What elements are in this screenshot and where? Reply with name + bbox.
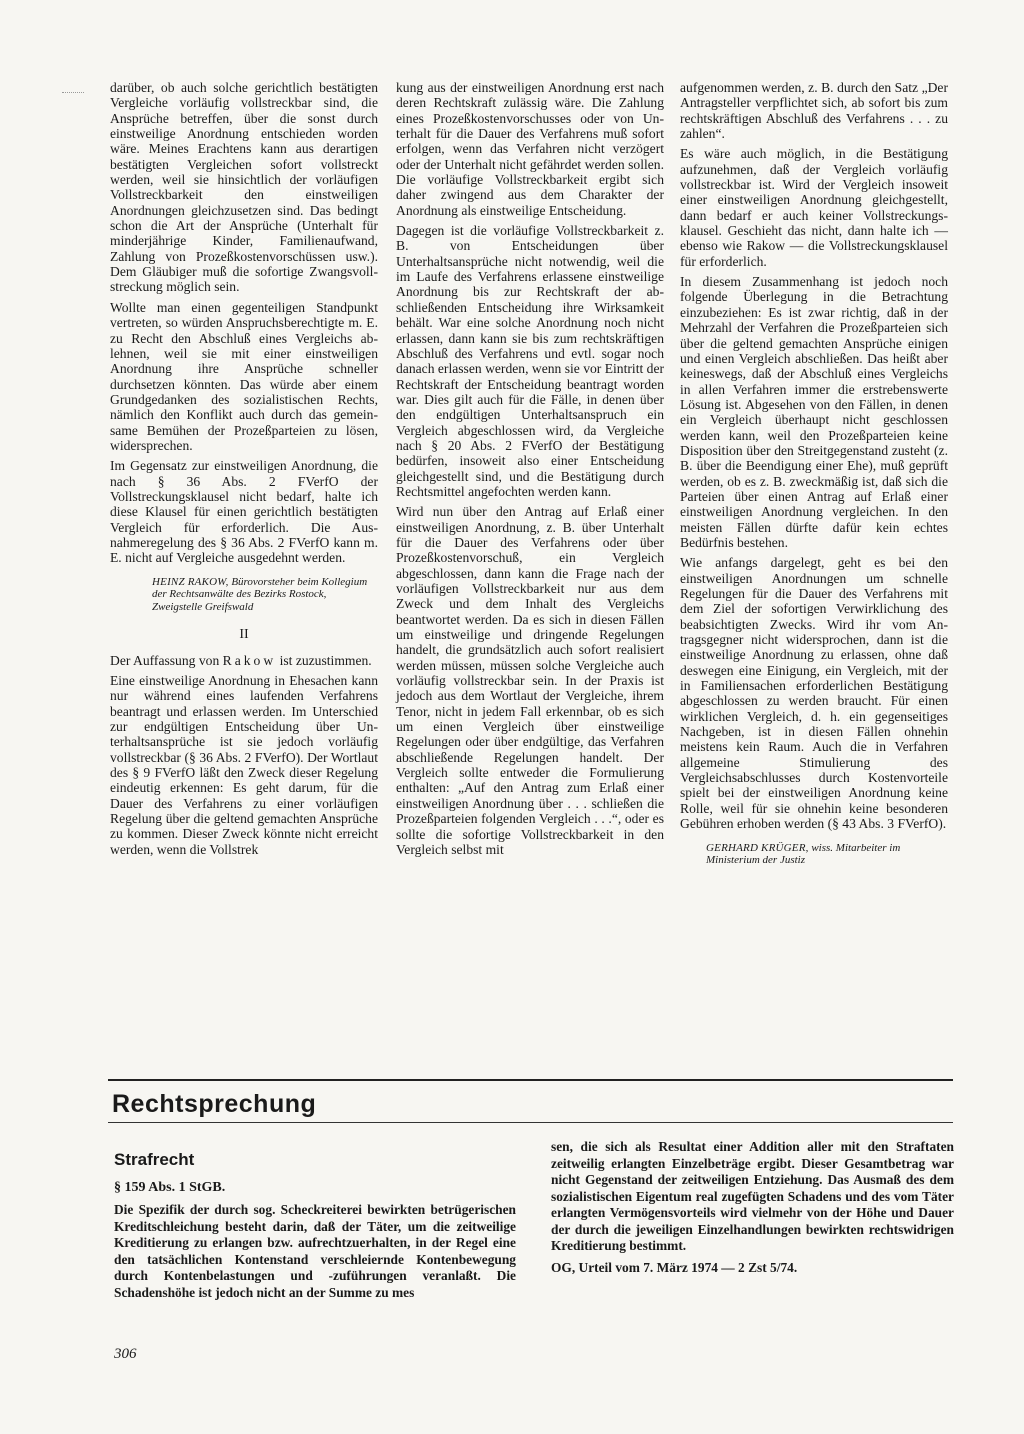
law-reference: § 159 Abs. 1 StGB. (114, 1180, 226, 1195)
court-citation: OG, Urteil vom 7. März 1974 — 2 Zst 5/74. (551, 1259, 798, 1275)
author-affiliation: wiss. Mitarbeiter im Ministerium der Justiz (706, 841, 901, 866)
headnote-text: Die Spezifik der durch sog. Scheckreiterei bewirkten betrügerischen Kreditschleichung besteht darin, daß der Täter, um die zeitweilige Kreditierung zu erlangen bzw. aufrechtzuerhalten, in der Regel eine den tatsächlichen Kontenstand verschleiernde Kontenbewegung durch Kontenbelastungen und -zuführungen veranlaßt. Die Schadenshöhe ist jedoch nicht an der Summe zu mes (114, 1202, 516, 1300)
paragraph (110, 653, 378, 668)
paragraph: Dagegen ist die vorläufige Vollstreckbarkeit z. B. von Entscheidungen über Unterhaltsansprüche nicht notwendig, weil die im Laufe des Verfahrens erlassene einstweilige Anordnung bis zur Rechtskraft der abschließenden Entscheidung ihre Wirksamkeit behält. War eine solche Anordnung noch nicht erlassen, dann kann sie bis zum rechtskräftigen Abschluß des Verfahrens und evtl. sogar noch danach erlassen werden, wenn sie vor Eintritt der Rechtskraft der Entscheidung beantragt worden war. Dies gilt auch für die Fälle, in denen über den endgültigen Unterhaltsanspruch ein Vergleich abgeschlossen wird, da Vergleiche nach § 20 Abs. 2 FVerfO der Bestätigung bedürfen, insoweit also einer Entscheidung gleichgestellt sind, und die Bestätigung durch Rechtsmittel angefochten werden kann. (396, 223, 664, 499)
author-byline-krueger (706, 842, 948, 867)
author-name: GERHARD KRÜGER, (706, 841, 809, 854)
headnote-column-1 (114, 1202, 516, 1306)
text-span: Der Auffassung von (110, 652, 220, 668)
column-1 (110, 80, 378, 862)
author-affiliation: Bürovorsteher beim Kollegium der Rechtsanwälte des Bezirks Rostock, Zweigstelle Greifswald (152, 575, 368, 613)
paragraph: kung aus der einstweiligen Anordnung erst nach deren Rechtskraft zulässig wäre. Die Zahlung eines Prozeßkostenvorschusses oder von Unterhalt für die Dauer des Verfahrens muß sofort erfolgen, wenn das Verfahren nicht verzögert oder der Unterhalt nicht gefährdet werden sollen. Die vorläufige Vollstreckbarkeit ergibt sich daher zwingend aus dem Charakter der Anordnung als einstweilige Entscheidung. (396, 80, 664, 218)
paragraph: In diesem Zusammenhang ist jedoch noch folgende Überlegung in die Betrachtung einzubeziehen: Es ist zwar richtig, daß in der Mehrzahl der Verfahren die Prozeßparteien sich über die geltend gemachten Ansprüche einigen und einen Vergleich abschließen. Das heißt aber keineswegs, daß der Abschluß eines Vergleichs in allen Verfahren immer die erstrebenswerte Lösung ist. Abgesehen von den Fällen, in denen ein Vergleich überhaupt nicht geschlossen werden kann, weil den Prozeßparteien keine Disposition über den Streitgegenstand zusteht (z. B. über die Beendigung einer Ehe), muß geprüft werden, ob es z. B. zweckmäßig ist, daß sich die Parteien über einen Antrag auf Erlaß einer einstweiligen Anordnung vergleichen. In den meisten Fällen dürfte dafür kein echtes Bedürfnis bestehen. (680, 274, 948, 550)
paragraph: Wie anfangs dargelegt, geht es bei den einstweiligen Anordnungen um schnelle Regelungen für die Dauer des Verfahrens mit dem Ziel der sofortigen Verwirklichung des beabsichtigten Zwecks. Wird ihr vom Antragsgegner nicht widersprochen, dann ist die einstweilige Anordnung zu erlassen, ohne daß deswegen eine Einigung, ein Vergleich, mit der in Familiensachen erforderlichen Bestätigung abgeschlossen zu werden braucht. Für einen wirklichen Vergleich, d. h. ein gegenseitiges Nachgeben, ist in diesen Fällen ohnehin meistens kein Raum. Auch die in Verfahren allgemeine Stimulierung des Vergleichsabschlusses durch Kostenvorteile spielt bei der einstweiligen Anordnung keine Rolle, weil für sie ohnehin keine besonderen Gebühren erhoben werden (§ 43 Abs. 3 FVerfO). (680, 555, 948, 832)
section-number: II (239, 627, 249, 643)
paragraph: Wird nun über den Antrag auf Erlaß einer einstweiligen Anordnung, z. B. über Unterhalt für die Dauer des Verfahrens oder über Prozeßkostenvorschuß, ein Vergleich abgeschlossen, dann kann die Frage nach der vorläufigen Vollstreckbarkeit nur aus dem Zweck und dem Inhalt des Vergleichs beantwortet werden. Da es sich in diesen Fällen um einstweilige und dringende Regelungen handelt, die grundsätzlich auch sofort realisiert werden müssen, müssen solche Vergleiche auch vorläufig vollstreckbar sein. In der Praxis ist jedoch aus dem Wortlaut der Vergleiche, ihrem Tenor, nicht in jedem Fall erkennbar, ob es sich um einen Vergleich über einstweilige Regelungen oder über endgültige, das Verfahren abschließende Regelungen handelt. Der Vergleich sollte entweder die Formulierung enthalten: „Auf den Antrag zum Erlaß einer einstweiligen Anordnung über . . . schließen die Prozeßparteien folgenden Vergleich . . .“, oder es sollte die sofortige Vollstreckbarkeit in den Vergleich selbst mit (396, 504, 664, 857)
section-title: Rechtsprechung (112, 1090, 317, 1118)
author-name: HEINZ RAKOW, (152, 575, 229, 588)
margin-mark (62, 92, 84, 93)
paragraph: aufgenommen werden, z. B. durch den Satz „Der Antragsteller verpflichtet sich, ab sofort bis zum rechtskräftigen Abschluß des Verfahrens . . . zu zahlen“. (680, 80, 948, 142)
page-number: 306 (114, 1346, 137, 1362)
author-byline-rakow (152, 576, 378, 614)
section-divider-bottom (108, 1122, 953, 1123)
paragraph: Es wäre auch möglich, in die Bestätigung aufzunehmen, daß der Vergleich vorläufig vollstreckbar ist. Wird der Vergleich insoweit einer einstweiligen Anordnung gleichgestellt, dann bedarf er auch keiner Vollstreckungsklausel. Geschieht das nicht, dann halte ich — ebenso wie Rakow — die Vollstreckungsklausel für erforderlich. (680, 146, 948, 269)
column-3 (680, 80, 948, 881)
subsection-heading: Strafrecht (114, 1150, 195, 1169)
paragraph: Wollte man einen gegenteiligen Standpunkt vertreten, so würden Anspruchsberechtigte m. E. zu Recht den Abschluß eines Vergleichs ablehnen, weil sie mit einer einstweiligen Anordnung ihre Ansprüche schneller durchsetzen könnten. Das würde aber einem Grundgedanken des sozialistischen Rechts, nämlich den Konflikt auch durch das gemeinsame Bemühen der Prozeßparteien zu lösen, widersprechen. (110, 299, 378, 453)
text-span: ist zuzustimmen. (279, 652, 372, 668)
column-2 (396, 80, 664, 862)
headnote-column-2 (551, 1139, 954, 1281)
paragraph: Eine einstweilige Anordnung in Ehesachen kann nur während eines laufenden Verfahrens beantragt und erlassen werden. Im Unterschied zur endgültigen Entscheidung über Unterhaltsansprüche ist sie jedoch vorläufig vollstreckbar (§ 36 Abs. 2 FVerfO). Der Wortlaut des § 9 FVerfO läßt den Zweck dieser Regelung eindeutig erkennen: Es geht darum, für die Dauer des Verfahrens zu einer vorläufigen Regelung über die geltend gemachten Ansprüche zu kommen. Dieser Zweck könnte nicht erreicht werden, wenn die Vollstrek (110, 672, 378, 857)
paragraph: Im Gegensatz zur einstweiligen Anordnung, die nach § 36 Abs. 2 FVerfO der Vollstreckungsklausel nicht bedarf, halte ich diese Klausel für einen gerichtlich bestätigten Vergleich für erforderlich. Die Ausnahmeregelung des § 36 Abs. 2 FVerfO kann m. E. nicht auf Vergleiche ausgedehnt werden. (110, 458, 378, 566)
author-reference: Rakow (222, 652, 277, 668)
paragraph: darüber, ob auch solche gerichtlich bestätigten Vergleiche vorläufig vollstreckbar sind, die Ansprüche betreffen, über die sonst durch einstweilige Anordnung entschieden worden wäre. Meines Erachtens kann aus derartigen bestätigten Vergleichen sofort vollstreckt werden, weil sie hinsichtlich der vorläufigen Vollstreckbarkeit den einstweiligen Anordnungen gleichzusetzen sind. Das bedingt schon die Art der Ansprüche (Unterhalt für minderjährige Kinder, Familienaufwand, Zahlung von Prozeßkostenvorschüssen usw.). Dem Gläubiger muß die sofortige Zwangsvollstreckung möglich sein. (110, 80, 378, 295)
section-divider-top (108, 1079, 953, 1081)
headnote-text: sen, die sich als Resultat einer Addition aller mit den Straftaten zeitweilig erlangten Einzelbeträge ergibt. Dieser Gesamtbetrag war nicht Gegenstand der zeitweiligen Entziehung. Das Ausmaß des dem sozialistischen Eigentum real zugefügten Schadens und des vom Täter erlangten Vermögensvorteils wird vielmehr von der Höhe und Dauer der durch die jeweiligen Einzelhandlungen bewirkten rechtswidrigen Kreditierung bestimmt. (551, 1139, 954, 1253)
